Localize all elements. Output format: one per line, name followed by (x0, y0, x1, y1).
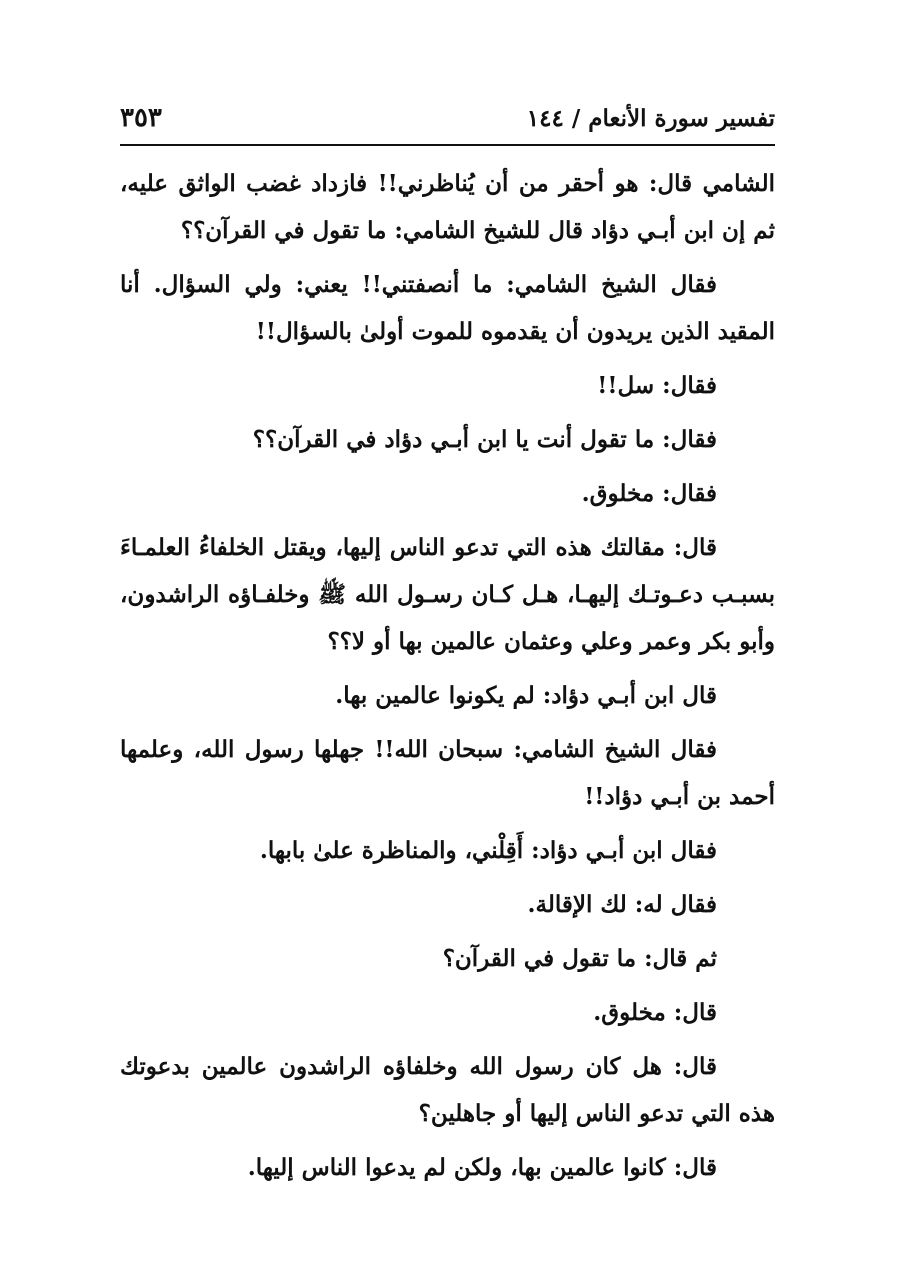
header-rule (120, 144, 775, 146)
paragraph: فقال: سل!! (597, 372, 717, 399)
paragraph: قال ابن أبـي دؤاد: لم يكونوا عالمين بها. (335, 682, 717, 709)
paragraph: قال: كانوا عالمين بها، ولكن لم يدعوا الناس إليها. (247, 1154, 717, 1181)
paragraph: فقال الشيخ الشامي: ما أنصفتني!! يعني: ولي السؤال. أنا المقيد الذين يريدون أن يقدموه للموت أولىٰ بالسؤال!! (120, 271, 775, 345)
paragraph: فقال: مخلوق. (581, 480, 717, 507)
paragraph: قال: مخلوق. (593, 999, 717, 1026)
paragraph: فقال: ما تقول أنت يا ابن أبـي دؤاد في القرآن؟؟ (252, 426, 717, 453)
paragraph: فقال ابن أبـي دؤاد: أَقِلْني، والمناظرة علىٰ بابها. (259, 837, 717, 864)
page-header (120, 96, 775, 140)
paragraph: فقال الشيخ الشامي: سبحان الله!! جهلها رسول الله، وعلمها أحمد بن أبـي دؤاد!! (120, 736, 775, 810)
paragraph: قال: مقالتك هذه التي تدعو الناس إليها، ويقتل الخلفاءُ العلمـاءَ بسبـب دعـوتـك إليهـا، هـل كـان رسـول الله ﷺ وخلفـاؤه الراشدون، وأبو بكر وعمر وعلي وعثمان عالمين بها أو لا؟؟ (120, 534, 775, 655)
paragraph: الشامي قال: هو أحقر من أن يُناظرني!! فازداد غضب الواثق عليه، ثم إن ابن أبـي دؤاد قال للشيخ الشامي: ما تقول في القرآن؟؟ (120, 170, 775, 244)
body-text (120, 160, 775, 1198)
paragraph: فقال له: لك الإقالة. (527, 891, 717, 918)
page-number: ٣٥٣ (120, 103, 162, 133)
running-title: تفسير سورة الأنعام / ١٤٤ (526, 104, 775, 132)
paragraph: قال: هل كان رسول الله وخلفاؤه الراشدون عالمين بدعوتك هذه التي تدعو الناس إليها أو جاهلين؟ (120, 1053, 775, 1127)
paragraph: ثم قال: ما تقول في القرآن؟ (442, 945, 717, 972)
